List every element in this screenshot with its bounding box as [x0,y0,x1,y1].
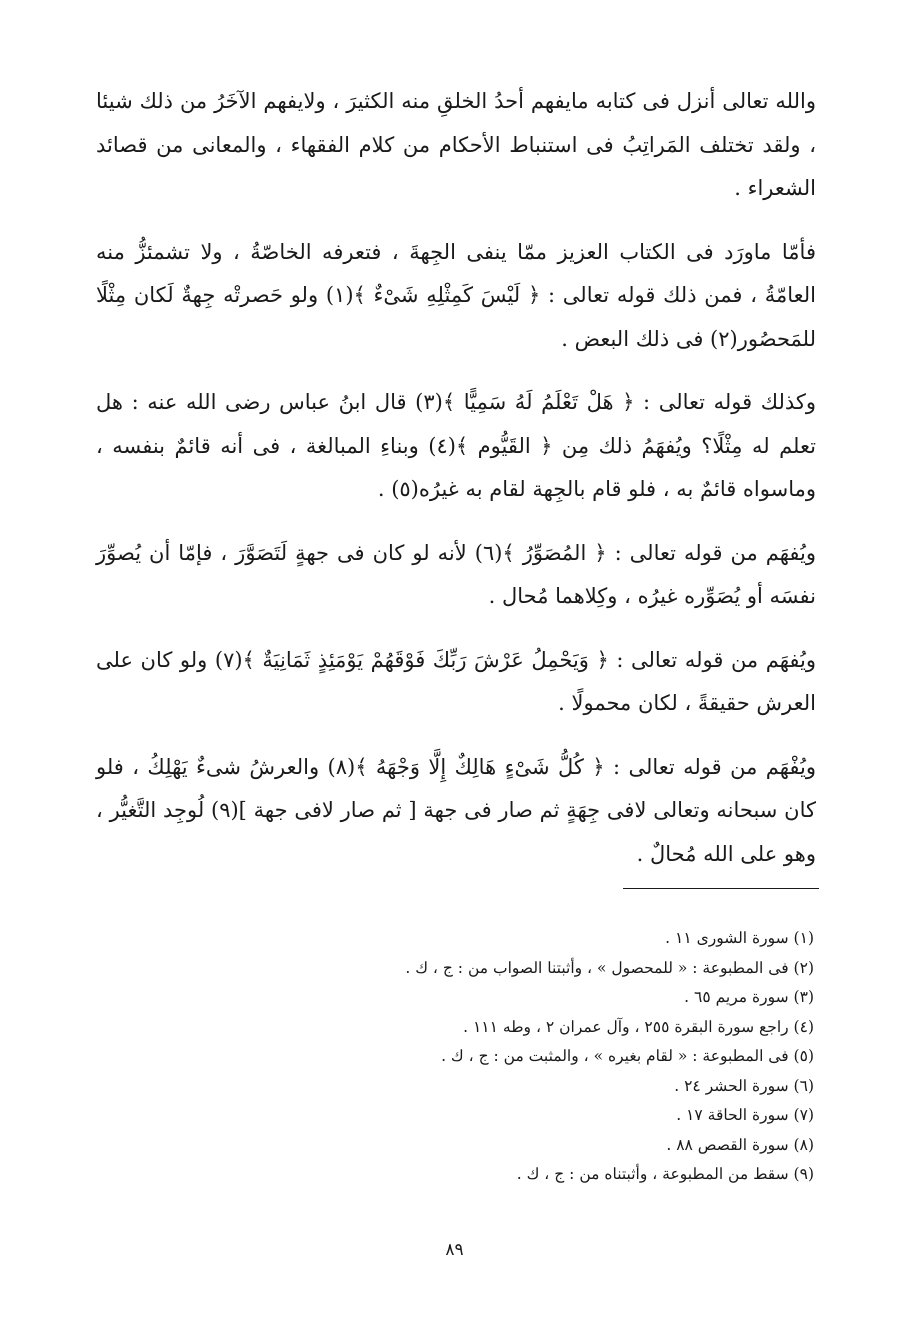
footnote: (٩) سقط من المطبوعة ، وأثبتناه من : ج ، ك . [516,1165,814,1183]
footnote: (٧) سورة الحاقة ١٧ . [676,1106,814,1124]
footnote: (٢) فى المطبوعة : « للمحصول » ، وأثبتنا الصواب من : ج ، ك . [405,958,814,977]
footnote: (٣) سورة مريم ٦٥ . [684,988,814,1006]
footnote: (٨) سورة القصص ٨٨ . [666,1135,814,1154]
paragraph: والله تعالى أنزل فى كتابه مايفهم أحدُ الخلقِ منه الكثيرَ ، ولايفهم الآخَرُ من ذلك شيئا ، ولقد تختلف المَراتِبُ فى استنباط الأحكام من كلام الفقهاء ، والمعانى من قصائد الشعراء . [96,89,816,200]
main-text [96,80,816,896]
footnote: (١) سورة الشورى ١١ . [665,929,814,947]
footnote: (٦) سورة الحشر ٢٤ . [674,1076,814,1095]
footnotes [340,924,814,1190]
footnote: (٥) فى المطبوعة : « لقام بغيره » ، والمثبت من : ج ، ك . [441,1047,814,1065]
paragraph: ويُفهَم من قوله تعالى : ﴿ وَيَحْمِلُ عَرْشَ رَبِّكَ فَوْقَهُمْ يَوْمَئِذٍ ثَمَانِيَةٌ ﴾(٧) ولو كان على العرش حقيقةً ، لكان محمولًا . [96,647,817,715]
paragraph: ويُفْهَم من قوله تعالى : ﴿ كُلُّ شَىْءٍ هَالِكٌ إِلَّا وَجْهَهُ ﴾(٨) والعرشُ شىءٌ يَهْلِكُ ، فلو كان سبحانه وتعالى لافى جِهَةٍ ثم صار فى جهة [ ثم صار لافى جهة ](٩) لُوجِد التَّغيُّر ، وهو على الله مُحالٌ . [96,754,816,866]
page-number: ٨٩ [445,1240,464,1260]
paragraph: فأمّا ماورَد فى الكتاب العزيز ممّا ينفى الجِهةَ ، فتعرفه الخاصّةُ ، ولا تشمئزُّ منه العامّةُ ، فمن ذلك قوله تعالى : ﴿ لَيْسَ كَمِثْلِهِ شَىْءٌ ﴾(١) ولو حَصرتْه جِهةٌ لَكان مِثْلًا للمَحصُور(٢) فى ذلك البعض . [96,239,816,351]
footnote-separator [623,888,819,889]
paragraph: ويُفهَم من قوله تعالى : ﴿ المُصَوِّرُ ﴾(٦) لأنه لو كان فى جهةٍ لَتَصَوَّرَ ، فإمّا أن يُصوِّرَ نفسَه أو يُصَوِّره غيرُه ، وكِلاهما مُحال . [96,540,817,608]
paragraph: وكذلك قوله تعالى : ﴿ هَلْ تَعْلَمُ لَهُ سَمِيًّا ﴾(٣) قال ابنُ عباس رضى الله عنه : هل تعلم له مِثْلًا؟ ويُفهَمُ ذلك مِن ﴿ القَيُّوم ﴾(٤) وبناءِ المبالغة ، فى أنه قائمٌ بنفسه ، وماسواه قائمٌ به ، فلو قام بالجِهة لقام به غيرُه(٥) . [96,390,816,501]
footnote: (٤) راجع سورة البقرة ٢٥٥ ، وآل عمران ٢ ، وطه ١١١ . [463,1017,814,1036]
